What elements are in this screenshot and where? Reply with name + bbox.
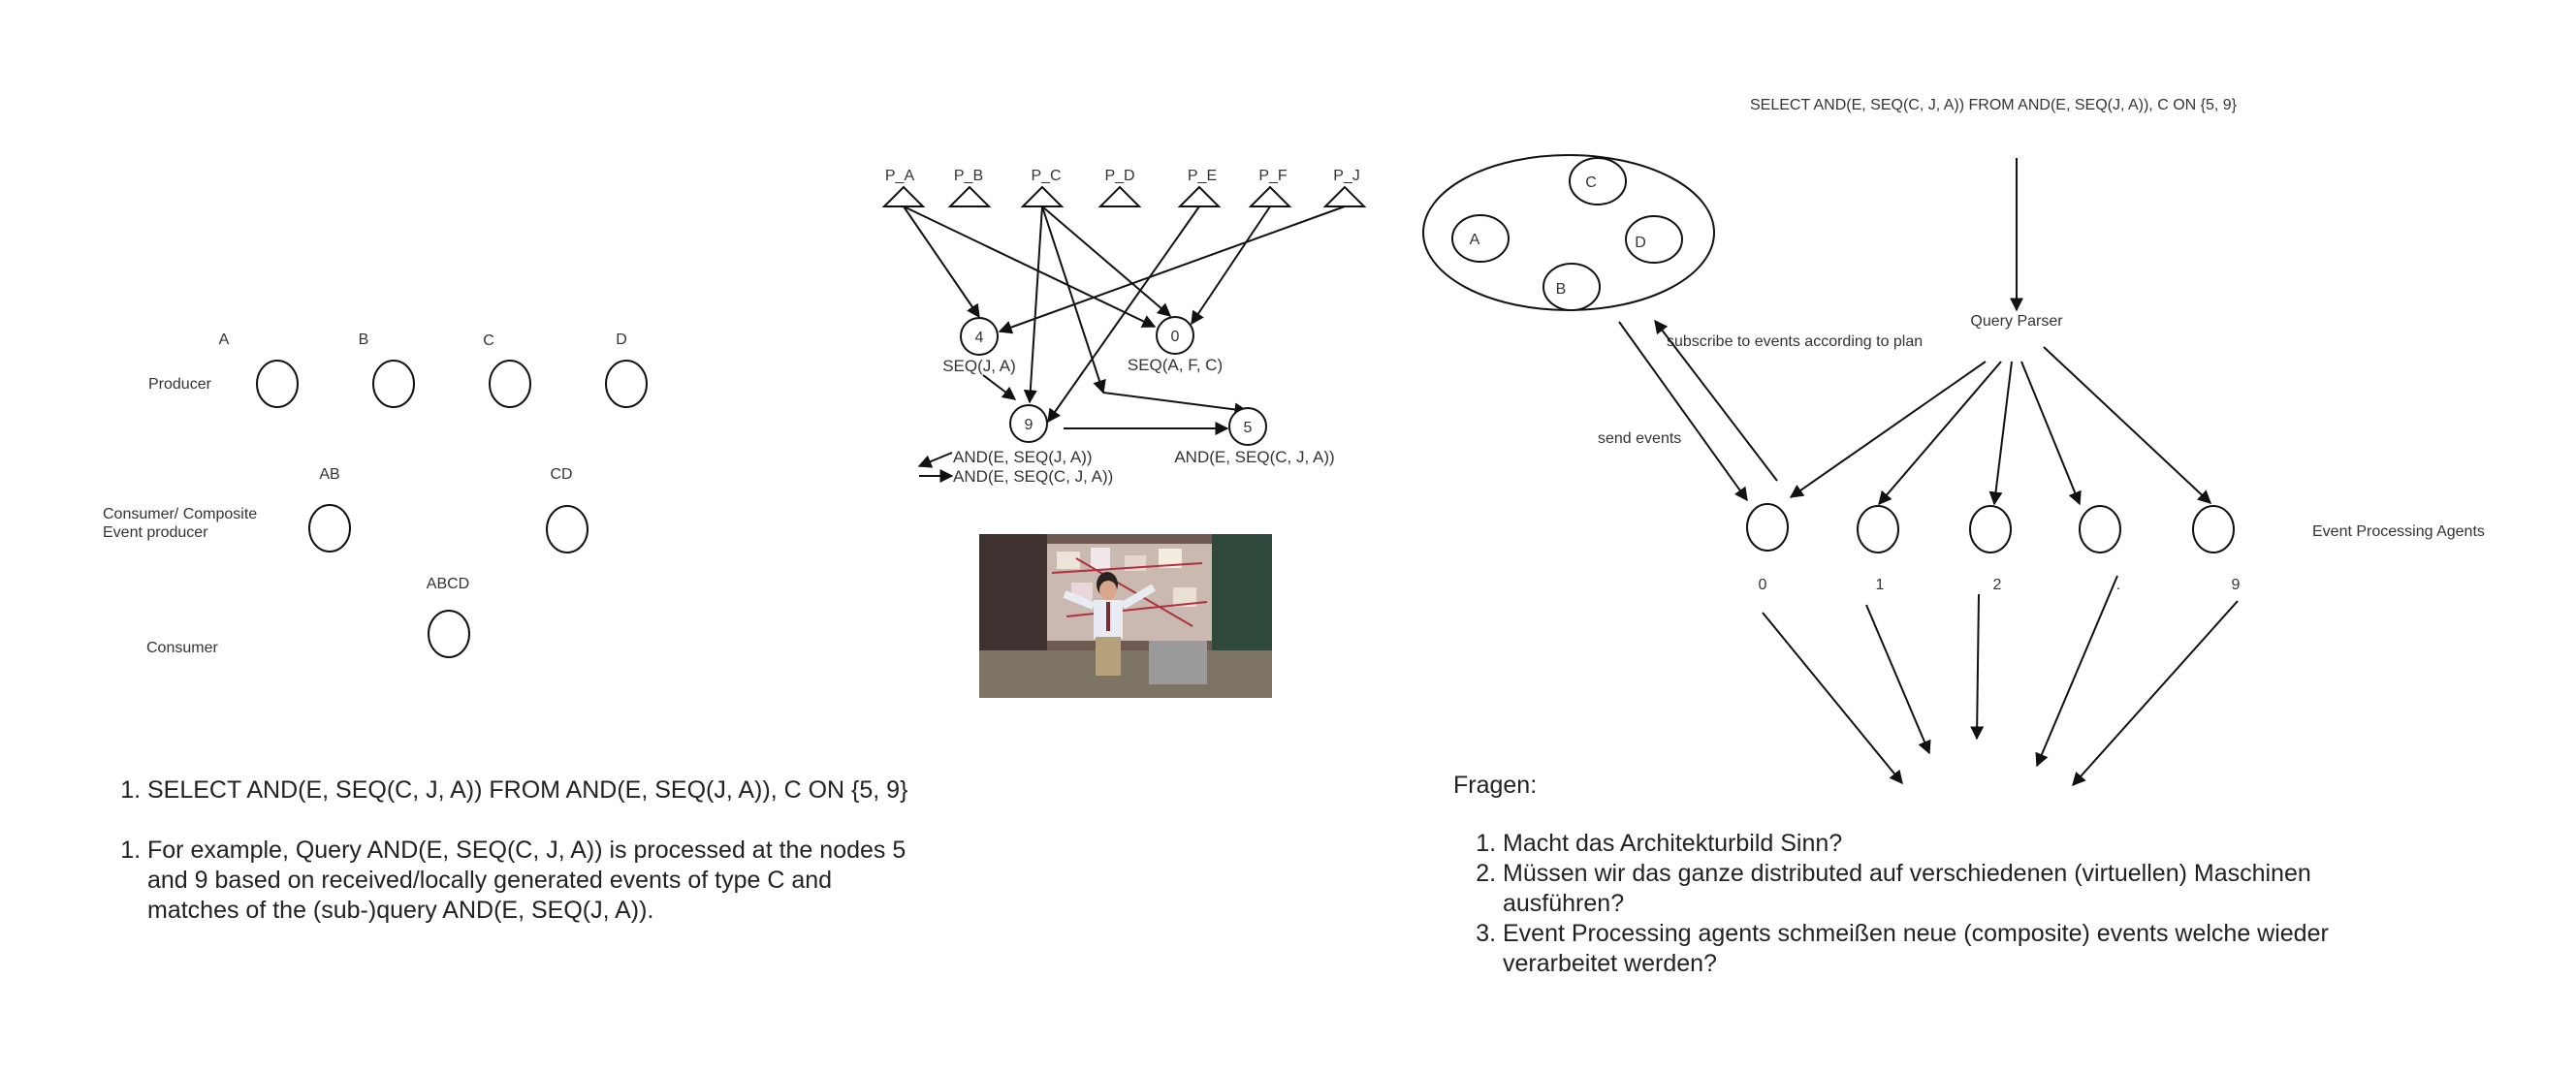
consumer-node-abcd (429, 611, 469, 657)
producer-p-a-triangle (884, 187, 923, 206)
composite-label-cd: CD (550, 466, 573, 483)
fragen-item-1: 1. Macht das Architekturbild Sinn? (1503, 829, 2386, 859)
query-list-item: 1. SELECT AND(E, SEQ(C, J, A)) FROM AND(E, SEQ(J, A)), C ON {5, 9} (147, 775, 914, 806)
composite-node-cd (547, 506, 588, 553)
agent-node-2 (1970, 506, 2011, 553)
producer-p-c-triangle (1023, 187, 1062, 206)
cluster-node-c-label: C (1585, 174, 1597, 191)
producer-p-d-label: P_D (1104, 168, 1135, 184)
producer-node-c (490, 361, 530, 407)
edge-agent2-out (1977, 594, 1979, 739)
operator-node-0-id: 0 (1170, 329, 1180, 345)
fragen-list (1475, 829, 2386, 979)
operator-node-9-in-label: AND(E, SEQ(J, A)) (953, 448, 1093, 466)
cluster-node-c (1570, 158, 1626, 205)
edge-parser-to-agent3 (2021, 362, 2080, 504)
agent-node-9 (2193, 506, 2234, 553)
edge-pf-to-0 (1192, 206, 1270, 324)
agent-label-9: 9 (2231, 577, 2241, 593)
producer-node-a (257, 361, 298, 407)
edge-agent1-out (1866, 605, 1929, 753)
producer-label-b: B (358, 332, 369, 348)
edge-pa-to-4 (904, 206, 979, 317)
consumer-row-label: Consumer (146, 640, 218, 656)
agent-node-0 (1747, 504, 1788, 551)
composite-label-ab: AB (319, 466, 340, 483)
query-list (119, 775, 914, 806)
cluster-node-d-label: D (1635, 235, 1646, 251)
edge-parser-to-agent2 (1994, 362, 2012, 504)
producer-label-c: C (483, 332, 494, 349)
producer-node-d (606, 361, 647, 407)
producer-label-a: A (218, 332, 230, 348)
edge-parser-to-agent0 (1791, 362, 1986, 497)
operator-node-9-id: 9 (1024, 417, 1034, 433)
edge-9-in (919, 453, 952, 466)
edge-pe-to-9 (1048, 206, 1199, 422)
producer-p-j-triangle (1325, 187, 1364, 206)
meme-photo (979, 534, 1272, 698)
producer-p-c-label: P_C (1031, 168, 1062, 184)
subscribe-label: subscribe to events according to plan (1667, 333, 1924, 350)
agent-label-2: 2 (1992, 577, 2002, 593)
composite-row-label-line2: Event producer (103, 524, 208, 541)
edge-agent9-out (2073, 601, 2238, 785)
fragen-item-3: 3. Event Processing agents schmeißen neue (composite) events welche wieder verarbeitet werden? (1503, 919, 2386, 979)
agent-node-3 (2080, 506, 2120, 553)
edge-parser-to-agent1 (1879, 362, 2001, 504)
operator-node-0-query: SEQ(A, F, C) (1127, 356, 1224, 374)
producer-node-b (373, 361, 414, 407)
edge-agent3-out (2037, 576, 2117, 766)
operator-node-4-id: 4 (974, 330, 984, 346)
operator-node-9-out-label: AND(E, SEQ(C, J, A)) (953, 467, 1114, 486)
producer-p-e-label: P_E (1187, 168, 1218, 184)
cluster-node-b-label: B (1555, 281, 1567, 298)
operator-node-5-query: AND(E, SEQ(C, J, A)) (1174, 448, 1335, 466)
composite-node-ab (309, 505, 350, 552)
producer-p-b-label: P_B (953, 168, 984, 184)
producer-p-f-triangle (1251, 187, 1289, 206)
agent-label-1: 1 (1875, 577, 1885, 593)
edge-4-to-9 (983, 375, 1015, 399)
right-diagram (1423, 97, 2485, 785)
agent-node-1 (1858, 506, 1898, 553)
query-parser-label: Query Parser (1970, 313, 2063, 330)
consumer-node-label: ABCD (426, 576, 470, 592)
agents-label: Event Processing Agents (2312, 523, 2485, 540)
producer-row-label: Producer (148, 376, 211, 393)
composite-row-label-line1: Consumer/ Composite (103, 506, 258, 522)
fragen-title: Fragen: (1453, 772, 1538, 799)
edge-pc-to-9 (1030, 206, 1042, 402)
cluster-node-b (1543, 264, 1600, 310)
producer-p-a-label: P_A (884, 168, 915, 184)
operator-node-5-id: 5 (1243, 420, 1253, 436)
edge-pj-to-4 (1000, 206, 1345, 332)
producer-p-d-triangle (1100, 187, 1139, 206)
cluster-node-a-label: A (1469, 232, 1480, 248)
left-diagram (103, 332, 647, 657)
agent-label-0: 0 (1758, 577, 1767, 593)
producer-p-j-label: P_J (1333, 168, 1360, 184)
agent-label-3: . (2115, 577, 2121, 593)
edge-pc-to-0 (1042, 206, 1170, 316)
producer-p-b-triangle (950, 187, 989, 206)
edge-pc-to-5 (1103, 393, 1247, 411)
operator-node-4-query: SEQ(J, A) (942, 357, 1016, 375)
middle-diagram (884, 168, 1364, 486)
example-list-item: 1. For example, Query AND(E, SEQ(C, J, A)) is processed at the nodes 5 and 9 based on received/locally generated events of type C and matches of the (sub-)query AND(E, SEQ(J, A)). (147, 836, 914, 926)
producer-p-e-triangle (1180, 187, 1219, 206)
query-text: SELECT AND(E, SEQ(C, J, A)) FROM AND(E, SEQ(J, A)), C ON {5, 9} (1749, 97, 2238, 113)
fragen-item-2: 2. Müssen wir das ganze distributed auf verschiedenen (virtuellen) Maschinen ausführen? (1503, 859, 2386, 919)
example-list (119, 836, 914, 926)
producer-p-f-label: P_F (1258, 168, 1288, 184)
cluster-node-a (1452, 215, 1509, 262)
send-events-label: send events (1598, 430, 1682, 447)
edge-pc-to-5-down (1042, 206, 1103, 393)
edge-pa-to-0 (904, 206, 1155, 327)
producer-label-d: D (616, 332, 627, 348)
